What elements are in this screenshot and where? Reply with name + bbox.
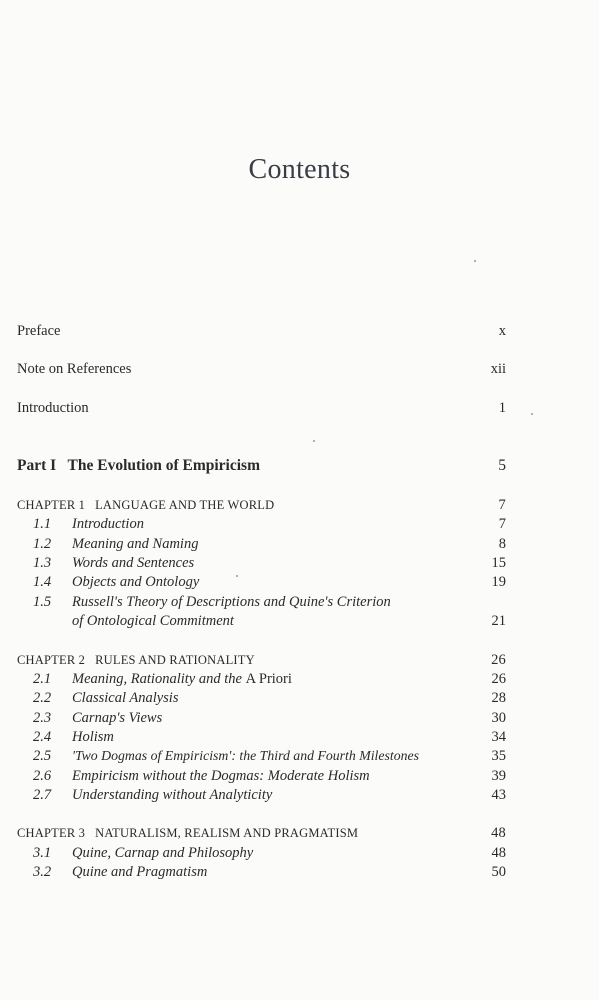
section-title: Understanding without Analyticity [72,787,273,803]
section-title: Objects and Ontology [72,574,200,590]
toc-chapter-1[interactable] [17,495,506,515]
entry-label: Preface [17,323,61,339]
entry-page: xii [490,361,506,377]
section-number: 3.2 [33,864,52,880]
toc-section-3-2[interactable] [17,862,506,882]
entry-page: 48 [491,845,506,861]
section-number: 2.6 [33,768,52,784]
toc-part-1[interactable] [17,456,506,476]
section-title: Meaning and Naming [72,536,199,552]
entry-page: 35 [491,748,506,764]
toc-section-1-5-continued[interactable] [17,611,506,631]
chapter-label: CHAPTER 2 RULES AND RATIONALITY [17,653,255,667]
section-title-italic: Meaning, Rationality and the [72,671,242,687]
section-number: 1.5 [33,594,52,610]
section-title: Quine and Pragmatism [72,864,208,880]
part-label: Part I The Evolution of Empiricism [17,457,260,474]
section-title: Empiricism without the Dogmas: Moderate Holism [72,768,370,784]
toc-chapter-3[interactable] [17,823,506,843]
toc-section-2-2[interactable] [17,688,506,708]
toc-entry-introduction[interactable] [17,398,506,418]
section-number: 2.7 [33,787,52,803]
entry-label: Note on References [17,361,132,377]
section-title: Classical Analysis [72,690,179,706]
section-title [72,669,292,689]
entry-page: 8 [498,536,506,552]
section-number: 1.1 [33,516,52,532]
scan-speck [313,440,315,442]
entry-page: x [498,323,506,339]
scan-speck [236,575,238,577]
section-title: Quine, Carnap and Philosophy [72,845,254,861]
entry-label: Introduction [17,400,89,416]
section-number: 2.3 [33,710,52,726]
toc-section-1-3[interactable] [17,553,506,573]
chapter-label: CHAPTER 1 LANGUAGE AND THE WORLD [17,498,275,512]
toc-section-1-1[interactable] [17,514,506,534]
chapter-label: CHAPTER 3 NATURALISM, REALISM AND PRAGMATISM [17,826,359,840]
section-number: 1.4 [33,574,52,590]
toc-section-2-6[interactable] [17,766,506,786]
toc-section-2-4[interactable] [17,727,506,747]
section-title: Holism [72,729,114,745]
section-title-continued: of Ontological Commitment [72,613,234,629]
toc-section-2-5[interactable] [17,746,506,766]
section-number: 2.2 [33,690,52,706]
section-title: Carnap's Views [72,710,163,726]
entry-page: 48 [491,825,506,841]
section-number: 1.3 [33,555,52,571]
scan-speck [531,413,533,415]
entry-page: 39 [491,768,506,784]
toc-section-3-1[interactable] [17,843,506,863]
entry-page: 26 [491,671,506,687]
scan-speck [474,260,476,262]
entry-page: 43 [491,787,506,803]
section-title-roman: A Priori [245,671,292,687]
toc-section-1-4[interactable] [17,572,506,592]
section-number: 2.1 [33,671,52,687]
section-title: Words and Sentences [72,555,195,571]
entry-page: 50 [491,864,506,880]
toc-section-2-7[interactable] [17,785,506,805]
toc-entry-note-on-references[interactable] [17,359,506,379]
entry-page: 26 [491,652,506,668]
toc-chapter-2[interactable] [17,650,506,670]
section-title: Russell's Theory of Descriptions and Quine's Criterion [72,594,391,610]
entry-page: 1 [498,400,506,416]
toc-section-1-5[interactable] [17,592,506,612]
section-title: 'Two Dogmas of Empiricism': the Third and Fourth Milestones [72,748,419,763]
entry-page: 34 [491,729,506,745]
entry-page: 28 [491,690,506,706]
toc-section-2-1[interactable] [17,669,506,689]
section-number: 3.1 [33,845,52,861]
toc-section-1-2[interactable] [17,534,506,554]
section-number: 2.5 [33,748,52,764]
entry-page: 7 [498,516,506,532]
section-number: 2.4 [33,729,52,745]
entry-page: 21 [491,613,506,629]
entry-page: 30 [491,710,506,726]
entry-page: 19 [491,574,506,590]
page-title: Contents [248,154,351,185]
entry-page: 7 [498,497,506,513]
toc-entry-preface[interactable] [17,321,506,341]
entry-page: 5 [498,457,506,474]
toc-section-2-3[interactable] [17,708,506,728]
section-number: 1.2 [33,536,52,552]
section-title: Introduction [72,516,144,532]
entry-page: 15 [491,555,506,571]
